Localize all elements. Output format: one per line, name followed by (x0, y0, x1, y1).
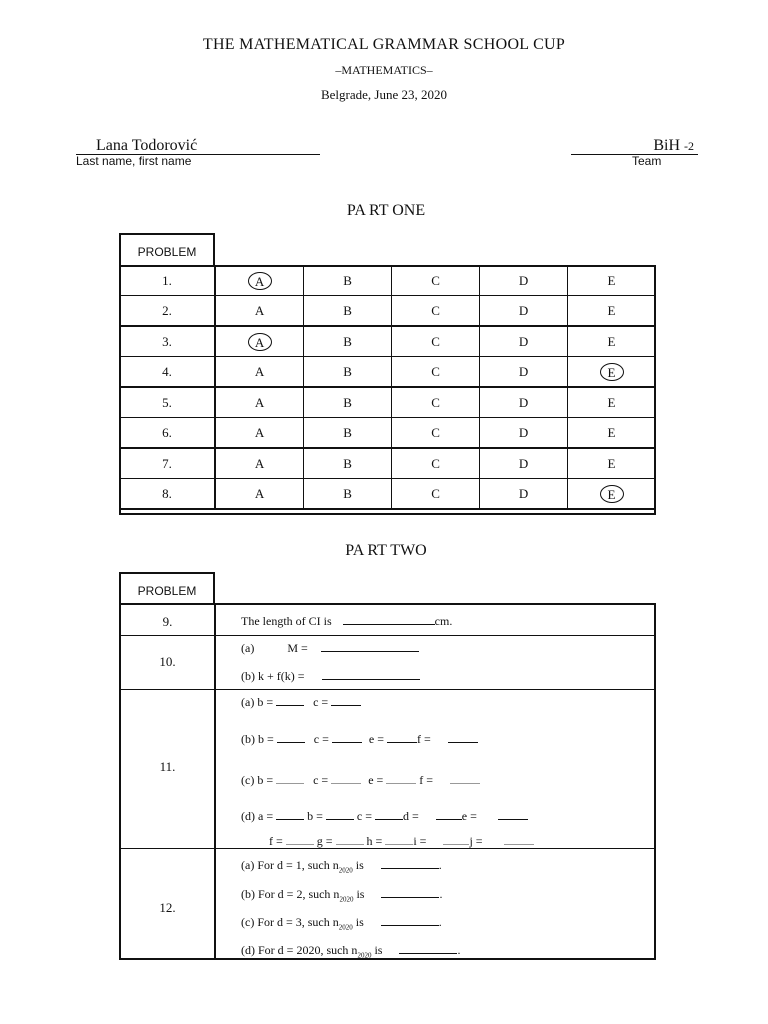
answer-option: E (607, 272, 616, 288)
answer-blank[interactable] (399, 943, 457, 954)
answer-blank[interactable] (276, 809, 304, 820)
answer-blank[interactable] (498, 809, 528, 820)
problem-12-tail: is (374, 943, 383, 957)
part-label: (a) (241, 858, 255, 872)
answer-option: D (518, 424, 529, 440)
answer-option-cell[interactable] (304, 448, 392, 479)
answer-row (120, 266, 656, 296)
problem-9-answer (241, 614, 452, 629)
var-label: f = (419, 773, 434, 787)
answer-option: E (607, 455, 616, 471)
answer-option: D (518, 394, 529, 410)
problem-number: 2. (120, 296, 216, 327)
part-label: (c) (241, 773, 255, 787)
answer-blank[interactable] (504, 834, 534, 845)
answer-option-cell[interactable] (304, 357, 392, 388)
var-label: b = (258, 732, 274, 746)
answer-option-cell[interactable] (480, 387, 568, 418)
answer-option: C (431, 455, 440, 471)
answer-option: D (518, 302, 529, 318)
problem-12-text: For d = 1, such n (257, 858, 339, 872)
problem-9-blank[interactable] (343, 614, 435, 625)
answer-option: C (431, 302, 440, 318)
var-label: b = (257, 695, 274, 709)
answer-option: A (254, 455, 265, 471)
answer-option: D (518, 485, 529, 501)
answer-blank[interactable] (387, 732, 417, 743)
answer-option-cell[interactable] (392, 479, 480, 510)
answer-option: B (343, 485, 352, 501)
team-label: Team (632, 154, 662, 168)
problem-number: 5. (120, 387, 216, 418)
answer-option-cell[interactable] (215, 296, 303, 327)
problem-11-b (241, 732, 478, 747)
answer-option-cell[interactable] (392, 266, 480, 296)
answer-option: C (431, 424, 440, 440)
problem-number: 4. (120, 357, 216, 388)
answer-option-cell[interactable] (215, 448, 303, 479)
problem-12-tail: is (355, 915, 364, 929)
problem-10-a-blank[interactable] (321, 641, 419, 652)
problem-12-a (241, 858, 442, 874)
problem-12-b (241, 887, 442, 903)
var-label: i = (413, 834, 427, 848)
subscript: 2020 (338, 866, 353, 875)
answer-option-cell[interactable] (215, 326, 303, 357)
answer-blank[interactable] (336, 834, 364, 845)
problem-12-d (241, 943, 460, 959)
answer-option-cell[interactable] (392, 448, 480, 479)
var-label: c = (313, 695, 329, 709)
answer-blank[interactable] (331, 773, 361, 784)
problem-12-text: For d = 2, such n (258, 887, 340, 901)
problem-11-c (241, 773, 480, 788)
answer-option-cell[interactable] (304, 296, 392, 327)
answer-option-cell[interactable] (480, 296, 568, 327)
problem-10-b (241, 669, 420, 684)
answer-row (120, 387, 656, 418)
period: . (439, 887, 443, 901)
part-label: (b) (241, 887, 255, 901)
answer-option-cell[interactable] (392, 387, 480, 418)
part-two-heading: PA RT TWO (345, 542, 427, 559)
part-label: (a) (241, 695, 255, 709)
part-two-answer-table (119, 603, 656, 960)
part-label: (d) (241, 809, 255, 823)
answer-option-cell[interactable] (392, 296, 480, 327)
problem-10-b-blank[interactable] (322, 669, 420, 680)
answer-blank[interactable] (277, 732, 305, 743)
answer-row (120, 418, 656, 449)
answer-option-cell[interactable] (480, 357, 568, 388)
problem-12-text: For d = 2020, such n (258, 943, 358, 957)
var-label: f = (269, 834, 283, 848)
problem-12-c (241, 915, 442, 931)
var-label: g = (316, 834, 333, 848)
answer-blank[interactable] (326, 809, 354, 820)
team-name: BiH (653, 137, 680, 154)
part-label: (b) (241, 732, 255, 746)
answer-option-cell[interactable] (568, 387, 656, 418)
answer-blank[interactable] (385, 834, 413, 845)
answer-blank[interactable] (381, 915, 439, 926)
answer-row (120, 326, 656, 357)
team-field[interactable] (571, 138, 698, 155)
team-suffix: -2 (684, 139, 694, 153)
selected-answer-option: E (600, 485, 624, 503)
problem-10-number: 10. (159, 654, 176, 669)
answer-option-cell[interactable] (480, 479, 568, 510)
answer-option-cell[interactable] (480, 326, 568, 357)
problem-number: 3. (120, 326, 216, 357)
subscript: 2020 (357, 951, 372, 960)
part-label: (d) (241, 943, 255, 957)
answer-option-cell[interactable] (304, 418, 392, 449)
answer-blank[interactable] (331, 695, 361, 706)
answer-option-cell[interactable] (215, 357, 303, 388)
answer-option: A (254, 394, 265, 410)
answer-option-cell[interactable] (304, 479, 392, 510)
answer-option-cell[interactable] (568, 266, 656, 296)
answer-option-cell[interactable] (568, 479, 656, 510)
problem-11-d-row1 (241, 809, 528, 824)
problem-9-number: 9. (162, 614, 173, 629)
answer-option-cell[interactable] (568, 296, 656, 327)
problem-12-tail: is (355, 858, 364, 872)
var-label: d = (402, 809, 419, 823)
answer-option-cell[interactable] (304, 266, 392, 296)
date-line: Belgrade, June 23, 2020 (320, 87, 447, 102)
var-label: c = (313, 732, 329, 746)
column-divider (214, 605, 216, 958)
selected-answer-option: E (600, 363, 624, 381)
answer-option: B (343, 394, 352, 410)
answer-option: E (607, 302, 616, 318)
answer-blank[interactable] (386, 773, 416, 784)
answer-option: C (431, 485, 440, 501)
problem-number: 8. (120, 479, 216, 510)
problem-11-a (241, 695, 361, 710)
answer-blank[interactable] (381, 858, 439, 869)
problem-number: 6. (120, 418, 216, 449)
answer-option-cell[interactable] (568, 357, 656, 388)
answer-blank[interactable] (443, 834, 469, 845)
problem-9-unit: cm. (434, 614, 453, 628)
part-label: (a) (241, 641, 255, 655)
var-label: f = (416, 732, 431, 746)
answer-blank[interactable] (450, 773, 480, 784)
var-label: e = (368, 732, 384, 746)
answer-option-cell[interactable] (480, 448, 568, 479)
document-title: THE MATHEMATICAL GRAMMAR SCHOOL CUP (202, 36, 566, 53)
part-one-answer-table (119, 265, 656, 510)
subscript: 2020 (339, 895, 354, 904)
answer-option-cell[interactable] (215, 387, 303, 418)
answer-option: E (607, 394, 616, 410)
answer-row (120, 296, 656, 327)
var-label: c = (313, 773, 329, 787)
problem-10-a-text: M = (287, 641, 308, 655)
period: . (438, 858, 442, 872)
answer-option-cell[interactable] (304, 387, 392, 418)
selected-answer-option: A (248, 272, 272, 290)
answer-option-cell[interactable] (304, 326, 392, 357)
answer-option: B (343, 455, 352, 471)
answer-blank[interactable] (286, 834, 314, 845)
answer-option: E (607, 333, 616, 349)
answer-option-cell[interactable] (480, 266, 568, 296)
contestant-name: Lana Todorović (96, 137, 198, 154)
answer-option: D (518, 272, 529, 288)
part-label: (b) (241, 669, 255, 683)
var-label: h = (366, 834, 383, 848)
answer-blank[interactable] (332, 732, 362, 743)
var-label: a = (258, 809, 274, 823)
answer-option-cell[interactable] (215, 479, 303, 510)
problem-number: 1. (120, 266, 216, 296)
answer-option-cell[interactable] (568, 418, 656, 449)
problem-12-number: 12. (159, 900, 176, 915)
name-label: Last name, first name (76, 154, 192, 168)
problem-number: 7. (120, 448, 216, 479)
var-label: b = (307, 809, 323, 823)
answer-option-cell[interactable] (568, 448, 656, 479)
answer-option: A (254, 302, 265, 318)
answer-row (120, 357, 656, 388)
answer-blank[interactable] (448, 732, 478, 743)
answer-option: C (431, 363, 440, 379)
selected-answer-option: A (248, 333, 272, 351)
var-label: e = (368, 773, 384, 787)
answer-row (120, 448, 656, 479)
problem-11-number: 11. (159, 759, 176, 774)
answer-blank[interactable] (375, 809, 403, 820)
answer-option: A (254, 485, 265, 501)
answer-option-cell[interactable] (392, 418, 480, 449)
part-label: (c) (241, 915, 255, 929)
answer-row (120, 479, 656, 510)
problem-12-text: For d = 3, such n (257, 915, 339, 929)
answer-option-cell[interactable] (392, 357, 480, 388)
problem-12-tail: is (356, 887, 365, 901)
answer-option: D (518, 455, 529, 471)
period: . (438, 915, 442, 929)
problem-9-prefix: The length of CI is (241, 614, 332, 628)
answer-option: B (343, 333, 352, 349)
part-one-heading: PA RT ONE (346, 202, 426, 219)
answer-blank[interactable] (276, 773, 304, 784)
answer-option: E (607, 424, 616, 440)
answer-option-cell[interactable] (568, 326, 656, 357)
answer-blank[interactable] (436, 809, 462, 820)
subject-subtitle: –MATHEMATICS– (335, 63, 433, 77)
problem-10-a (241, 641, 419, 656)
answer-option: A (254, 424, 265, 440)
answer-option: B (343, 302, 352, 318)
answer-option: A (254, 363, 265, 379)
answer-blank[interactable] (276, 695, 304, 706)
answer-blank[interactable] (381, 887, 439, 898)
period: . (457, 943, 461, 957)
answer-option-cell[interactable] (480, 418, 568, 449)
row-divider (121, 689, 654, 690)
answer-option: D (518, 333, 529, 349)
answer-option-cell[interactable] (392, 326, 480, 357)
var-label: c = (356, 809, 372, 823)
part-one-problem-header: PROBLEM (119, 233, 215, 266)
problem-11-d-row2 (269, 834, 534, 849)
answer-option: B (343, 272, 352, 288)
row-divider (121, 635, 654, 636)
answer-option: D (518, 363, 529, 379)
answer-option: B (343, 363, 352, 379)
answer-option: C (431, 272, 440, 288)
answer-option: B (343, 424, 352, 440)
var-label: e = (461, 809, 477, 823)
answer-option-cell[interactable] (215, 266, 303, 296)
part-two-problem-header: PROBLEM (119, 572, 215, 605)
subscript: 2020 (338, 923, 353, 932)
answer-option: C (431, 333, 440, 349)
answer-option-cell[interactable] (215, 418, 303, 449)
var-label: j = (469, 834, 483, 848)
answer-option: C (431, 394, 440, 410)
problem-10-b-text: k + f(k) = (258, 669, 305, 683)
contestant-name-field[interactable] (76, 138, 320, 155)
var-label: b = (257, 773, 274, 787)
